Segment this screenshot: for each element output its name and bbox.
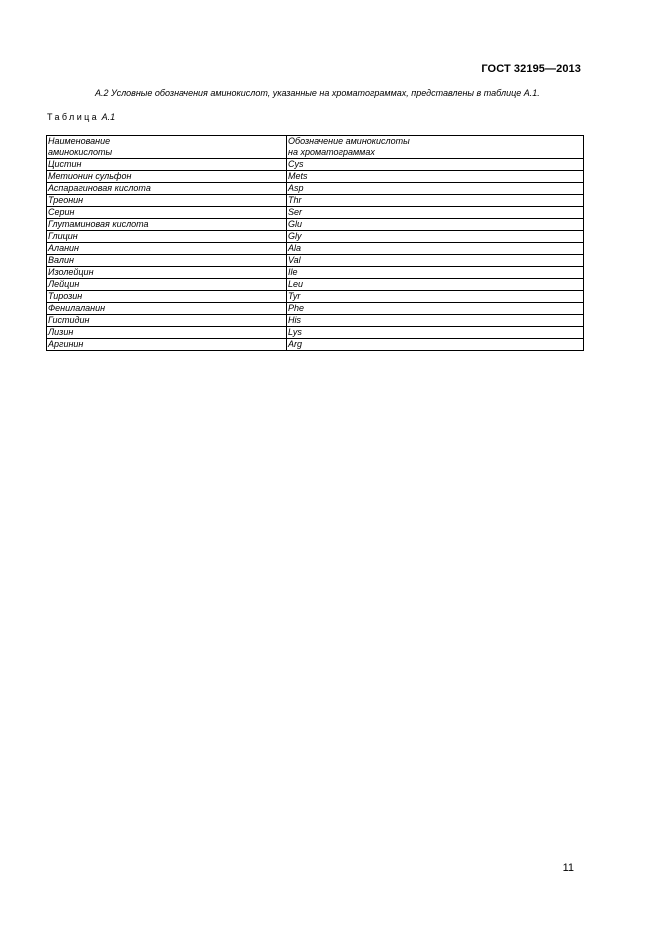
amino-acid-code: Asp [287, 183, 584, 195]
amino-acid-table [46, 135, 584, 351]
amino-acid-code: Ala [287, 243, 584, 255]
header-name-line1: Наименование [48, 136, 111, 146]
amino-acid-name: Изолейцин [47, 267, 287, 279]
amino-acid-code: Glu [287, 219, 584, 231]
header-code-line1: Обозначение аминокислоты [288, 136, 410, 146]
table-row [47, 339, 584, 351]
header-code-line2: на хроматограммах [288, 147, 375, 157]
amino-acid-name: Аргинин [47, 339, 287, 351]
amino-acid-name: Треонин [47, 195, 287, 207]
amino-acid-code: Phe [287, 303, 584, 315]
table-row [47, 171, 584, 183]
amino-acid-name: Серин [47, 207, 287, 219]
amino-acid-name: Глицин [47, 231, 287, 243]
header-amino-acid-code [287, 136, 584, 159]
table-row [47, 255, 584, 267]
document-code: ГОСТ 32195—2013 [481, 63, 581, 75]
table-row [47, 207, 584, 219]
table-row [47, 315, 584, 327]
table-row [47, 267, 584, 279]
amino-acid-code: Thr [287, 195, 584, 207]
table-header-row [47, 136, 584, 159]
amino-acid-code: Val [287, 255, 584, 267]
table-caption-label: Таблица [47, 112, 100, 122]
page-number: 11 [562, 862, 574, 874]
amino-acid-code: Ile [287, 267, 584, 279]
amino-acid-name: Метионин сульфон [47, 171, 287, 183]
header-name-line2: аминокислоты [48, 147, 113, 157]
table-row [47, 243, 584, 255]
table-row [47, 219, 584, 231]
table-row [47, 159, 584, 171]
amino-acid-code: Ser [287, 207, 584, 219]
amino-acid-name: Тирозин [47, 291, 287, 303]
amino-acid-name: Глутаминовая кислота [47, 219, 287, 231]
amino-acid-name: Аланин [47, 243, 287, 255]
amino-acid-code: His [287, 315, 584, 327]
amino-acid-name: Гистидин [47, 315, 287, 327]
table-row [47, 291, 584, 303]
amino-acid-name: Цистин [47, 159, 287, 171]
amino-acid-code: Cys [287, 159, 584, 171]
amino-acid-code: Mets [287, 171, 584, 183]
amino-acid-name: Лизин [47, 327, 287, 339]
table-row [47, 327, 584, 339]
table-row [47, 183, 584, 195]
header-amino-acid-name [47, 136, 287, 159]
amino-acid-code: Leu [287, 279, 584, 291]
amino-acid-name: Лейцин [47, 279, 287, 291]
table-caption-number: А.1 [101, 112, 116, 122]
table-caption [47, 112, 115, 122]
amino-acid-name: Фенилаланин [47, 303, 287, 315]
table-row [47, 231, 584, 243]
amino-acid-code: Arg [287, 339, 584, 351]
table-row [47, 303, 584, 315]
table-row [47, 195, 584, 207]
amino-acid-code: Tyr [287, 291, 584, 303]
amino-acid-name: Валин [47, 255, 287, 267]
clause-text: А.2 Условные обозначения аминокислот, указанные на хроматограммах, представлены в таблице А.1. [95, 88, 540, 98]
table-row [47, 279, 584, 291]
amino-acid-code: Gly [287, 231, 584, 243]
amino-acid-name: Аспарагиновая кислота [47, 183, 287, 195]
amino-acid-code: Lys [287, 327, 584, 339]
